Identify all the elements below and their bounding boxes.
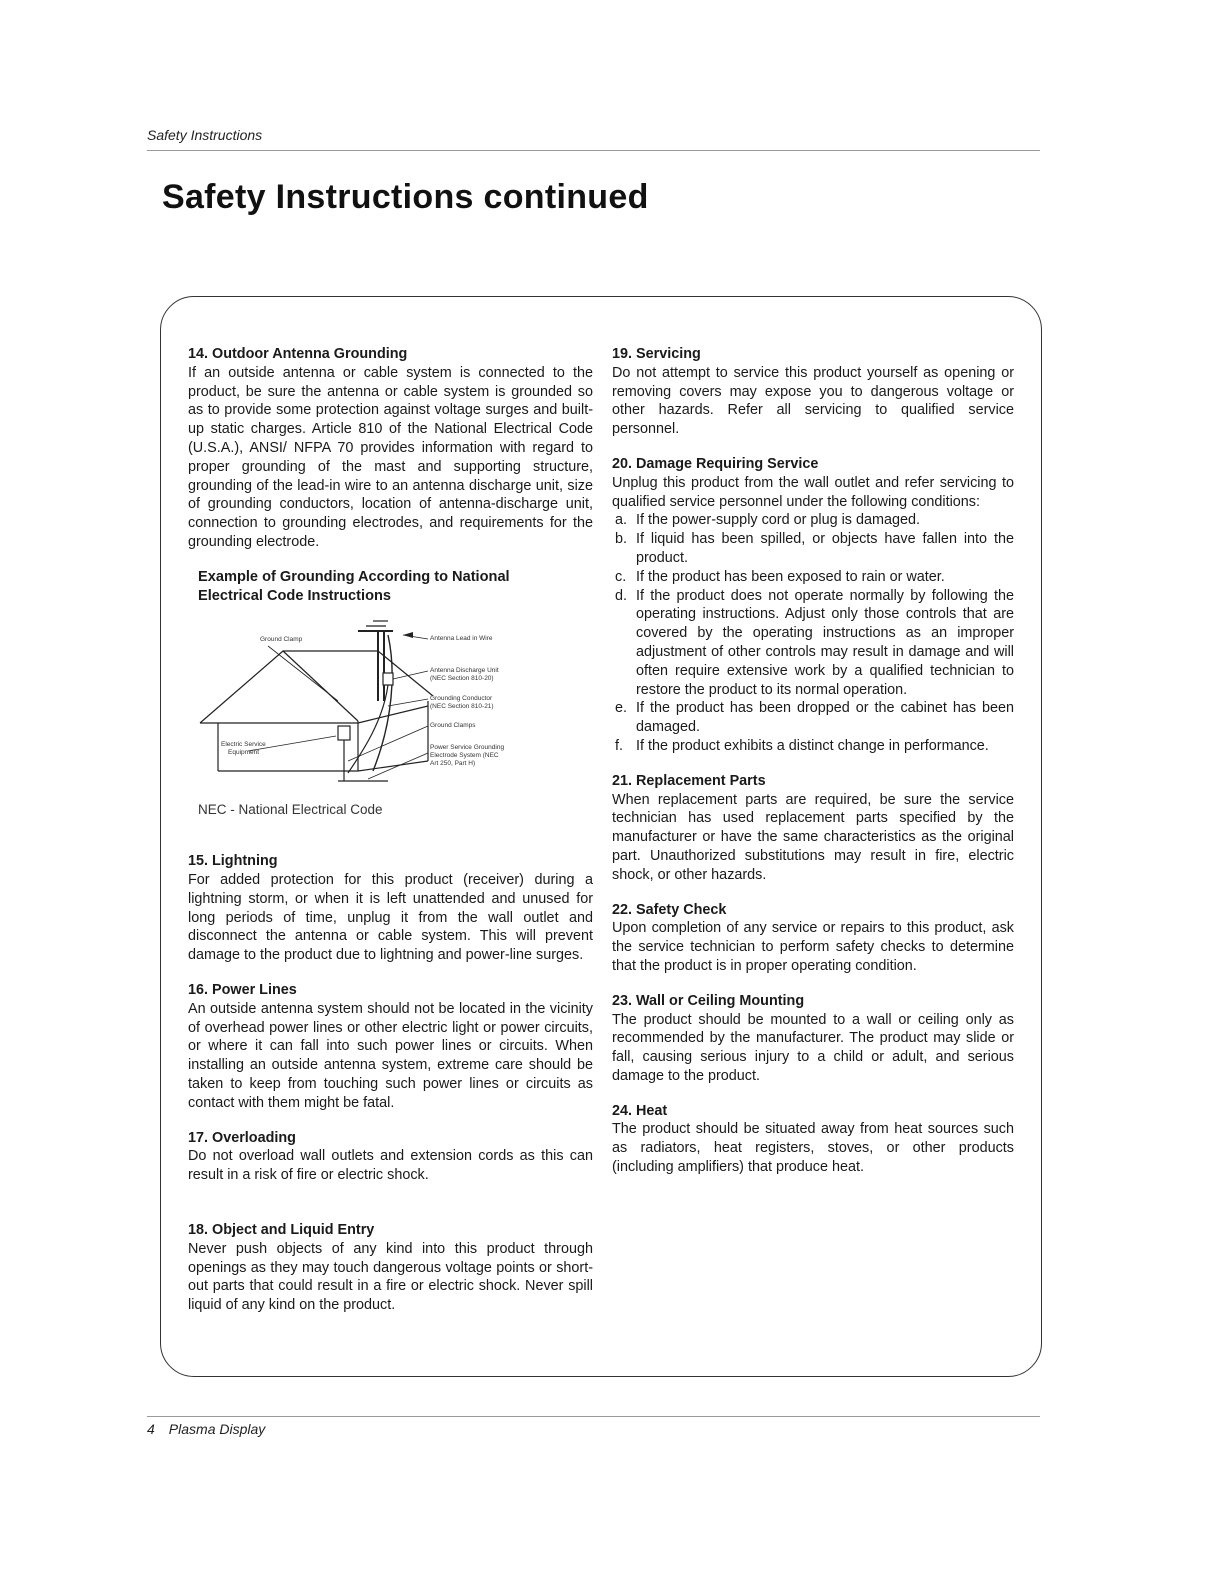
example-title-line-2: Electrical Code Instructions — [198, 587, 392, 604]
header-rule — [147, 150, 1040, 151]
section-overloading — [188, 1129, 593, 1185]
section-body: Do not attempt to service this product yourself as opening or removing covers may expose you to dangerous voltage or other hazards. Refer all servicing to qualified service personnel. — [612, 364, 1014, 438]
section-body: If an outside antenna or cable system is connected to the product, be sure the antenna or cable system is grounded so as to provide some protection against voltage surges and built-up static charges. Article 810 of the National Electrical Code (U.S.A.), ANSI/ NFPA 70 provides information with regard to proper grounding of the mast and supporting structure, grounding of the lead-in wire to an antenna discharge unit, size of grounding conductors, location of antenna-discharge unit, connection to grounding electrodes, and requirements for the grounding electrode. — [188, 364, 593, 550]
section-heading: 14. Outdoor Antenna Grounding — [188, 346, 408, 362]
section-body: Do not overload wall outlets and extension cords as this can result in a risk of fire or electric shock. — [188, 1148, 593, 1184]
label-power-service-3: Art 250, Part H) — [430, 760, 476, 768]
example-title — [198, 568, 593, 606]
section-body: For added protection for this product (receiver) during a lightning storm, or when it is left unattended and unused for long periods of time, unplug it from the wall outlet and disconnect the antenna or cable system. This will prevent damage to the product due to lightning and power-line surges. — [188, 871, 593, 964]
list-item — [612, 530, 1014, 568]
list-marker: e. — [615, 700, 628, 717]
list-item — [612, 511, 1014, 530]
section-lightning — [188, 852, 593, 965]
section-damage-requiring-service — [612, 455, 1014, 756]
label-antenna-lead: Antenna Lead in Wire — [430, 635, 493, 643]
list-item-text: If liquid has been spilled, or objects have fallen into the product. — [636, 531, 1014, 566]
section-body: When replacement parts are required, be sure the service technician has used replacement parts specified by the manufacturer or have the same characteristics as the original part. Unauthorized substitutions may result in fire, electric shock, or other hazards. — [612, 791, 1014, 883]
section-replacement-parts — [612, 772, 1014, 885]
section-body: The product should be mounted to a wall or ceiling only as recommended by the manufacturer. The product may slide or fall, causing serious injury to a child or adult, and serious damage to the product. — [612, 1011, 1014, 1084]
label-electric-service-1: Electric Service — [221, 741, 266, 749]
list-item-text: If the product exhibits a distinct change in performance. — [636, 737, 989, 754]
label-discharge-unit-1: Antenna Discharge Unit — [430, 667, 499, 675]
section-heading: 22. Safety Check — [612, 901, 727, 918]
section-body: Unplug this product from the wall outlet and refer servicing to qualified service personnel under the following conditions: — [612, 474, 1014, 510]
label-power-service-1: Power Service Grounding — [430, 744, 505, 752]
label-electric-service-2: Equipment — [228, 749, 260, 757]
nec-note: NEC - National Electrical Code — [198, 802, 383, 818]
section-heading: 24. Heat — [612, 1102, 668, 1119]
section-heading: 20. Damage Requiring Service — [612, 455, 819, 472]
label-grounding-conductor-1: Grounding Conductor — [430, 695, 493, 703]
list-item-text: If the product has been dropped or the cabinet has been damaged. — [636, 700, 1014, 736]
page-footer — [147, 1421, 265, 1437]
list-item-text: If the power-supply cord or plug is damaged. — [636, 512, 920, 529]
list-marker: f. — [615, 737, 623, 754]
section-body: Never push objects of any kind into this product through openings as they may touch dangerous voltage points or short-out parts that could result in a fire or electric shock. Never spill liquid of any kind on the product. — [188, 1240, 593, 1314]
section-heading: 21. Replacement Parts — [612, 772, 766, 789]
section-heading: 15. Lightning — [188, 853, 278, 870]
right-column — [612, 345, 1014, 1193]
list-marker: b. — [615, 531, 628, 548]
grounding-diagram — [188, 611, 593, 801]
footer-rule — [147, 1416, 1040, 1417]
section-heading: 18. Object and Liquid Entry — [188, 1221, 375, 1238]
section-safety-check — [612, 901, 1014, 976]
list-item — [612, 699, 1014, 737]
spacer — [188, 820, 593, 852]
section-outdoor-antenna-grounding — [188, 345, 593, 552]
list-marker: d. — [615, 587, 628, 604]
condition-list — [612, 511, 1014, 755]
label-ground-clamps: Ground Clamps — [430, 722, 476, 730]
example-title-line-1: Example of Grounding According to National — [198, 568, 510, 585]
list-item-text: If the product has been exposed to rain or water. — [636, 568, 945, 585]
section-heading: 16. Power Lines — [188, 981, 297, 998]
section-power-lines — [188, 981, 593, 1113]
spacer — [188, 1201, 593, 1221]
list-item — [612, 587, 1014, 700]
page-title: Safety Instructions continued — [162, 178, 649, 216]
grounding-diagram-illustration — [188, 611, 593, 801]
label-grounding-conductor-2: (NEC Section 810-21) — [430, 703, 494, 711]
section-heading: 19. Servicing — [612, 346, 701, 362]
section-body: An outside antenna system should not be located in the vicinity of overhead power lines or other electric light or power circuits, or where it can fall into such power lines or circuits. When installing an outside antenna system, extreme care should be taken to keep from touching such power lines or circuits as contact with them might be fatal. — [188, 1000, 593, 1111]
page-number: 4 — [147, 1421, 155, 1437]
section-heading: 17. Overloading — [188, 1129, 296, 1146]
left-column — [188, 345, 593, 1331]
section-body: Upon completion of any service or repairs to this product, ask the service technician to perform safety checks to determine that the product is in proper operating condition. — [612, 920, 1014, 974]
section-body: The product should be situated away from heat sources such as radiators, heat registers, stoves, or other products (including amplifiers) that produce heat. — [612, 1121, 1014, 1176]
section-object-liquid-entry — [188, 1221, 593, 1315]
label-ground-clamp: Ground Clamp — [260, 636, 303, 644]
label-discharge-unit-2: (NEC Section 810-20) — [430, 675, 494, 683]
list-marker: a. — [615, 512, 628, 529]
list-item — [612, 737, 1014, 756]
list-item-text: If the product does not operate normally by following the operating instructions. Adjust only those controls that are covered by the operating instructions as an improper adjustment of other controls may result in damage and will often require extensive work by a qualified technician to restore the product to its normal operation. — [636, 587, 1014, 698]
section-heat — [612, 1102, 1014, 1177]
label-power-service-2: Electrode System (NEC — [430, 752, 499, 760]
list-marker: c. — [615, 568, 627, 585]
running-header: Safety Instructions — [147, 127, 263, 143]
list-item — [612, 568, 1014, 587]
product-name: Plasma Display — [168, 1421, 266, 1437]
section-heading: 23. Wall or Ceiling Mounting — [612, 992, 805, 1009]
section-wall-ceiling-mounting — [612, 992, 1014, 1086]
section-servicing — [612, 345, 1014, 439]
